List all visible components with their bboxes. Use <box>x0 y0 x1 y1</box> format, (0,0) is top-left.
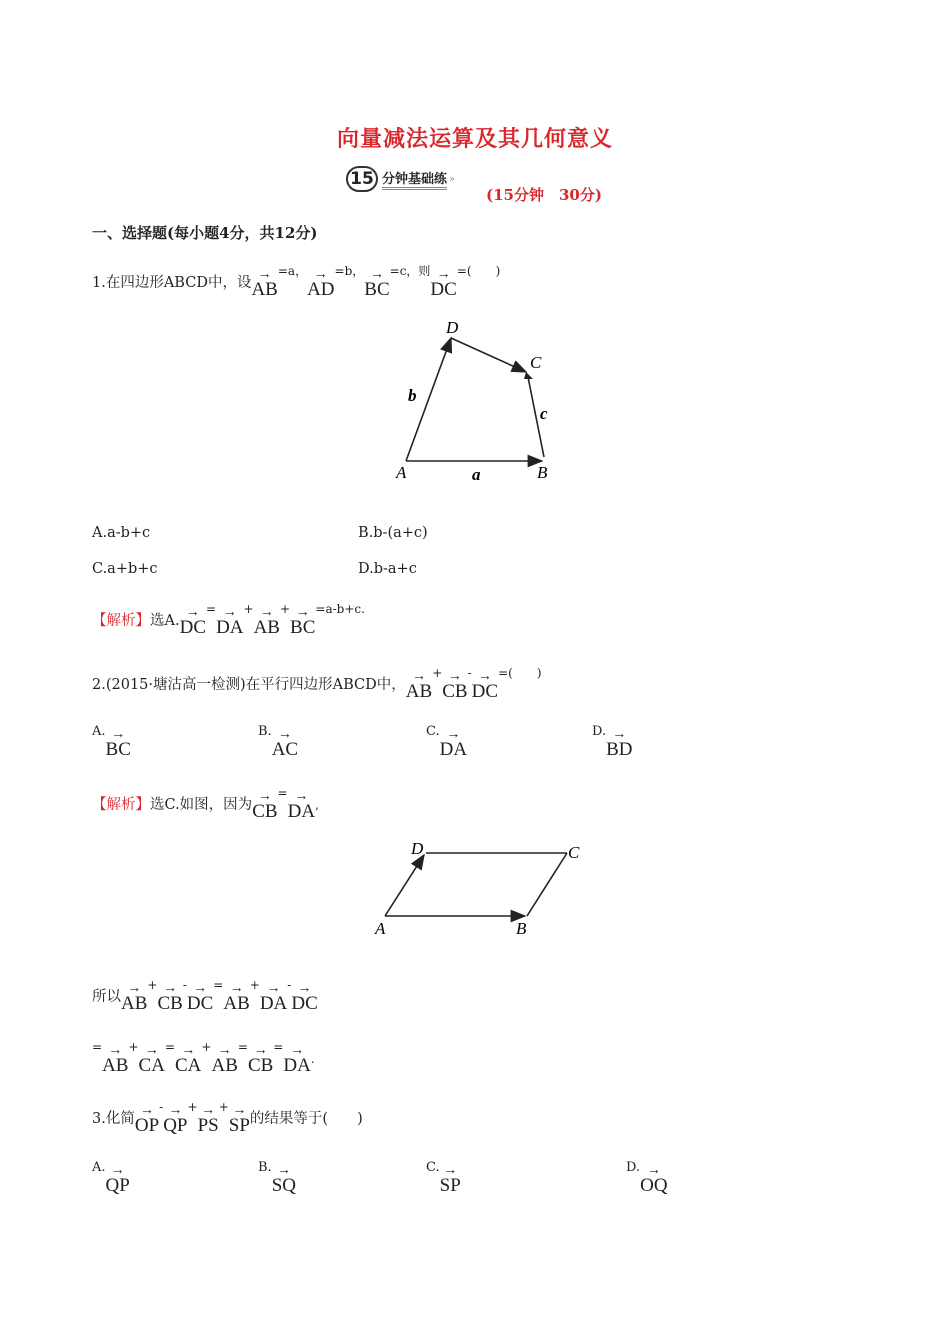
vector: → DA <box>216 610 243 637</box>
side-ad <box>385 855 424 916</box>
label-A: A <box>375 919 386 938</box>
q1-option-d: D.b-a+c <box>358 561 417 577</box>
vector: → BC <box>364 272 389 299</box>
vector: → BC <box>290 610 315 637</box>
vector: → CB <box>157 986 182 1013</box>
vector: → CB <box>442 674 467 701</box>
label-A: A <box>396 463 407 482</box>
analysis-tag: 【解析】 <box>92 613 150 629</box>
time-score: (15分钟 30分) <box>486 186 602 204</box>
q2-option-b: B.→ AC <box>258 724 298 759</box>
vector: → OQ <box>640 1168 667 1195</box>
q3-option-a: A.→ QP <box>92 1160 130 1195</box>
vector: → DA <box>440 732 467 759</box>
q2-option-c: C.→ DA <box>426 724 467 759</box>
q2-derivation-line-1: 所以→ AB+→ CB-→ DC=→ AB+→ DA-→ DC <box>92 978 318 1013</box>
q2-derivation-line-2: =→ AB+→ CA=→ CA+→ AB=→ CB=→ DA. <box>92 1040 315 1075</box>
vector: → AB <box>102 1048 128 1075</box>
question-1-stem: 1.在四边形ABCD中，设→ $AB^{=a,}\to AD^{=b,}\to BC^{=c,则}\to DC^{=( )}$ <box>92 262 500 299</box>
vector: → QP <box>163 1108 187 1135</box>
vector: → AB <box>406 674 432 701</box>
vector: → QP <box>106 1168 130 1195</box>
vector: → DA <box>260 986 287 1013</box>
vector: → BD <box>606 732 632 759</box>
label-a: a <box>472 465 481 484</box>
vector: → OP <box>135 1108 159 1135</box>
label-c: c <box>540 404 548 423</box>
section-heading: 一、选择题(每小题4分，共12分) <box>92 224 318 242</box>
vector: → CA <box>175 1048 201 1075</box>
q1-option-c: C.a+b+c <box>92 561 158 577</box>
badge-label: 分钟基础练 <box>382 168 447 190</box>
vector: → SP <box>229 1108 250 1135</box>
vector: → DC <box>291 986 317 1013</box>
q1-analysis: 【解析】选$A.\to DC^=\to DA^+\to AB^+\to BC^{=a-b+c.}$ <box>92 602 365 637</box>
label-b: b <box>408 386 417 405</box>
vector: → DC <box>180 610 206 637</box>
badge-number: 15 <box>346 166 378 192</box>
vector: → CB <box>248 1048 273 1075</box>
q3-option-d: D.→ OQ <box>626 1160 668 1195</box>
parallelogram-figure <box>365 838 595 943</box>
label-C: C <box>530 353 542 372</box>
vector: → AB <box>211 1048 237 1075</box>
q3-option-c: C.→ SP <box>426 1160 461 1195</box>
vector: → DA <box>288 794 315 821</box>
q1-option-b: B.b-(a+c) <box>358 525 428 541</box>
vector: → DA <box>283 1048 310 1075</box>
label-B: B <box>537 463 548 482</box>
question-2-stem: 2.(2015·塘沽高一检测)在平行四边形ABCD中，→ AB+→ CB-→ DC=( ) <box>92 664 542 701</box>
badge-arrow: » <box>449 173 456 185</box>
q3-option-b: B.→ SQ <box>258 1160 296 1195</box>
vector: → PS <box>198 1108 219 1135</box>
vector: → DC <box>430 272 456 299</box>
vector: → DC <box>472 674 498 701</box>
label-B: B <box>516 919 527 938</box>
vector: → CB <box>252 794 277 821</box>
vector: → SP <box>440 1168 461 1195</box>
label-D: D <box>446 318 459 337</box>
vector: → BC <box>106 732 131 759</box>
vector: → AB <box>121 986 147 1013</box>
vector: → AB <box>223 986 249 1013</box>
practice-badge <box>346 166 455 192</box>
analysis-tag: 【解析】 <box>92 797 150 813</box>
q2-analysis: 【解析】选C.如图，因为→ CB=→ DA, <box>92 786 319 821</box>
vector: → AB <box>254 610 280 637</box>
quadrilateral-figure <box>370 315 590 490</box>
q1-option-a: A.a-b+c <box>92 525 151 541</box>
vector: → AC <box>272 732 298 759</box>
vector-dc-line <box>451 338 526 372</box>
q2-option-a: A.→ BC <box>92 724 131 759</box>
vector: → DC <box>187 986 213 1013</box>
label-D: D <box>411 839 424 858</box>
vector: → AD <box>307 272 334 299</box>
vector: → AB <box>251 272 277 299</box>
side-cb <box>527 853 567 916</box>
question-3-stem: 3.化简→ OP-→ QP+→ PS+→ SP的结果等于( ) <box>92 1100 363 1135</box>
label-C: C <box>568 843 580 862</box>
vector: → CA <box>139 1048 165 1075</box>
page-title: 向量减法运算及其几何意义 <box>336 126 613 152</box>
q2-option-d: D.→ BD <box>592 724 633 759</box>
vector: → SQ <box>272 1168 296 1195</box>
